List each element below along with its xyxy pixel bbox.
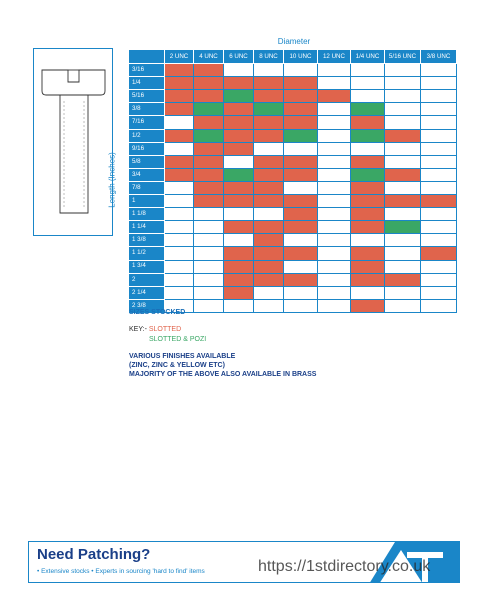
slotted-cell [224,195,254,208]
slotted-cell [254,90,284,103]
empty-cell [421,286,457,299]
slotted-cell [224,221,254,234]
empty-cell [318,103,351,116]
slotted-cell [165,77,194,90]
slotted-cell [284,273,318,286]
empty-cell [318,299,351,312]
screw-diagram-box [33,48,113,236]
slotted-cell [254,260,284,273]
empty-cell [385,103,421,116]
empty-cell [385,77,421,90]
slotted-cell [284,247,318,260]
slotted-cell [385,195,421,208]
empty-cell [385,208,421,221]
empty-cell [254,64,284,77]
slotted-cell [194,116,224,129]
empty-cell [284,142,318,155]
table-row [130,116,457,129]
empty-cell [284,181,318,194]
empty-cell [254,286,284,299]
empty-cell [421,77,457,90]
empty-cell [421,273,457,286]
column-header: 1/4 UNC [351,51,385,64]
empty-cell [318,64,351,77]
empty-cell [254,299,284,312]
empty-cell [194,286,224,299]
slotted-cell [254,77,284,90]
slotted-cell [284,103,318,116]
empty-cell [165,247,194,260]
slotted-cell [284,90,318,103]
empty-cell [351,90,385,103]
slotted-cell [385,168,421,181]
table-row [130,260,457,273]
empty-cell [165,181,194,194]
slotted-pozi-cell [351,103,385,116]
empty-cell [318,286,351,299]
table-row [130,168,457,181]
empty-cell [284,260,318,273]
table-row [130,234,457,247]
empty-cell [385,142,421,155]
slotted-cell [254,247,284,260]
empty-cell [194,299,224,312]
table-row [130,208,457,221]
row-header: 2 3/8 [130,299,165,312]
slotted-cell [224,103,254,116]
slotted-cell [194,195,224,208]
row-header: 3/16 [130,64,165,77]
empty-cell [351,64,385,77]
row-header: 1/2 [130,129,165,142]
column-header-row [130,51,457,64]
table-row [130,181,457,194]
slotted-cell [224,260,254,273]
notes-block [129,352,316,379]
slotted-pozi-cell [224,168,254,181]
empty-cell [318,234,351,247]
slotted-cell [284,208,318,221]
row-header: 1 [130,195,165,208]
empty-cell [318,221,351,234]
column-header: 8 UNC [254,51,284,64]
table-row [130,103,457,116]
note-line: (ZINC, ZINC & YELLOW ETC) [129,362,225,369]
empty-cell [194,260,224,273]
key-label: KEY:- [129,326,147,333]
slotted-cell [194,90,224,103]
slotted-cell [165,168,194,181]
slotted-cell [351,260,385,273]
column-header: 12 UNC [318,51,351,64]
table-row [130,247,457,260]
empty-cell [421,168,457,181]
slotted-pozi-cell [351,129,385,142]
note-line: MAJORITY OF THE ABOVE ALSO AVAILABLE IN BRASS [129,371,317,378]
row-header: 5/16 [130,90,165,103]
empty-cell [284,286,318,299]
empty-cell [194,247,224,260]
empty-cell [385,247,421,260]
empty-cell [351,286,385,299]
length-axis-label: Length (Inches) [107,152,117,208]
empty-cell [351,142,385,155]
slotted-cell [254,273,284,286]
empty-cell [421,221,457,234]
slotted-cell [254,116,284,129]
row-header: 5/8 [130,155,165,168]
slotted-cell [284,155,318,168]
empty-cell [194,273,224,286]
empty-cell [318,77,351,90]
slotted-cell [351,247,385,260]
slotted-cell [165,64,194,77]
grid-body [130,64,457,313]
table-row [130,90,457,103]
slotted-cell [284,77,318,90]
row-header: 3/4 [130,168,165,181]
slotted-cell [224,116,254,129]
empty-cell [284,64,318,77]
empty-cell [165,116,194,129]
row-header: 1 1/8 [130,208,165,221]
empty-cell [318,129,351,142]
column-header: 4 UNC [194,51,224,64]
empty-cell [165,208,194,221]
row-header: 1/4 [130,77,165,90]
table-row [130,77,457,90]
table-row [130,129,457,142]
empty-cell [165,273,194,286]
slotted-cell [194,155,224,168]
slotted-cell [254,168,284,181]
empty-cell [385,64,421,77]
empty-cell [318,208,351,221]
table-row [130,142,457,155]
table-row [130,221,457,234]
empty-cell [165,286,194,299]
slotted-pozi-cell [194,103,224,116]
empty-cell [165,234,194,247]
slotted-cell [224,247,254,260]
slotted-cell [165,155,194,168]
empty-cell [284,234,318,247]
slotted-cell [194,77,224,90]
slotted-cell [224,129,254,142]
empty-cell [224,234,254,247]
slotted-cell [351,195,385,208]
table-row [130,286,457,299]
empty-cell [421,64,457,77]
empty-cell [421,299,457,312]
banner-subtitle: • Extensive stocks • Experts in sourcing 'hard to find' items [37,568,205,575]
column-header: 6 UNC [224,51,254,64]
banner-title: Need Patching? [37,546,151,563]
empty-cell [194,208,224,221]
empty-cell [421,234,457,247]
empty-cell [224,208,254,221]
empty-cell [421,116,457,129]
slotted-cell [351,181,385,194]
empty-cell [194,234,224,247]
empty-cell [385,181,421,194]
table-row [130,155,457,168]
empty-cell [224,64,254,77]
row-header: 1 1/4 [130,221,165,234]
slotted-cell [421,195,457,208]
slotted-cell [254,129,284,142]
empty-cell [284,299,318,312]
empty-cell [318,168,351,181]
cheese-head-screw-icon [34,49,114,237]
empty-cell [318,155,351,168]
empty-cell [165,221,194,234]
slotted-cell [351,208,385,221]
slotted-cell [254,234,284,247]
empty-cell [194,221,224,234]
slotted-cell [194,142,224,155]
row-header: 9/16 [130,142,165,155]
empty-cell [385,286,421,299]
row-header: 7/8 [130,181,165,194]
slotted-cell [284,168,318,181]
empty-cell [224,299,254,312]
slotted-cell [194,64,224,77]
empty-cell [385,299,421,312]
empty-cell [318,247,351,260]
empty-cell [254,208,284,221]
slotted-pozi-cell [224,90,254,103]
empty-cell [421,129,457,142]
slotted-cell [351,155,385,168]
slotted-cell [254,181,284,194]
row-header: 1 3/4 [130,260,165,273]
slotted-cell [351,273,385,286]
row-header: 2 [130,273,165,286]
table-row [130,273,457,286]
column-header: 3/8 UNC [421,51,457,64]
table-row [130,64,457,77]
slotted-cell [165,103,194,116]
slotted-cell [254,195,284,208]
column-header: 5/16 UNC [385,51,421,64]
slotted-cell [224,181,254,194]
empty-cell [318,142,351,155]
sizes-grid [129,50,457,313]
slotted-cell [224,77,254,90]
slotted-cell [385,129,421,142]
empty-cell [254,142,284,155]
slotted-cell [224,286,254,299]
empty-cell [421,142,457,155]
slotted-cell [165,90,194,103]
diameter-axis-label: Diameter [277,37,311,46]
row-header: 7/16 [130,116,165,129]
key-slotted-pozi: SLOTTED & POZI [149,336,207,343]
slotted-cell [284,195,318,208]
empty-cell [421,155,457,168]
row-header: 1 3/8 [130,234,165,247]
slotted-cell [194,181,224,194]
empty-cell [351,234,385,247]
empty-cell [224,155,254,168]
slotted-cell [165,129,194,142]
empty-cell [385,116,421,129]
slotted-cell [351,116,385,129]
slotted-pozi-cell [284,129,318,142]
sizes-stocked-heading: SIZES STOCKED [129,309,186,316]
slotted-pozi-cell [351,168,385,181]
watermark-url: https://1stdirectory.co.uk [258,558,431,575]
empty-cell [318,195,351,208]
empty-cell [385,234,421,247]
slotted-cell [385,273,421,286]
empty-cell [421,103,457,116]
column-header: 2 UNC [165,51,194,64]
slotted-cell [224,273,254,286]
key-slotted: SLOTTED [148,326,182,333]
slotted-cell [224,142,254,155]
empty-cell [421,90,457,103]
empty-cell [351,77,385,90]
empty-cell [165,142,194,155]
empty-cell [385,155,421,168]
row-header: 1 1/2 [130,247,165,260]
empty-cell [318,116,351,129]
empty-cell [421,208,457,221]
table-row [130,195,457,208]
column-header: 10 UNC [284,51,318,64]
slotted-cell [421,247,457,260]
empty-cell [165,195,194,208]
color-key [129,325,207,343]
row-header: 3/8 [130,103,165,116]
slotted-cell [254,155,284,168]
slotted-pozi-cell [254,103,284,116]
slotted-cell [318,90,351,103]
row-header: 2 1/4 [130,286,165,299]
corner-cell [130,51,165,64]
empty-cell [165,260,194,273]
note-line: VARIOUS FINISHES AVAILABLE [129,353,236,360]
empty-cell [421,181,457,194]
empty-cell [385,90,421,103]
slotted-pozi-cell [385,221,421,234]
slotted-pozi-cell [194,129,224,142]
slotted-cell [284,116,318,129]
slotted-cell [254,221,284,234]
slotted-cell [284,221,318,234]
slotted-cell [194,168,224,181]
slotted-cell [351,299,385,312]
empty-cell [318,273,351,286]
slotted-cell [351,221,385,234]
empty-cell [385,260,421,273]
empty-cell [318,260,351,273]
empty-cell [421,260,457,273]
empty-cell [318,181,351,194]
